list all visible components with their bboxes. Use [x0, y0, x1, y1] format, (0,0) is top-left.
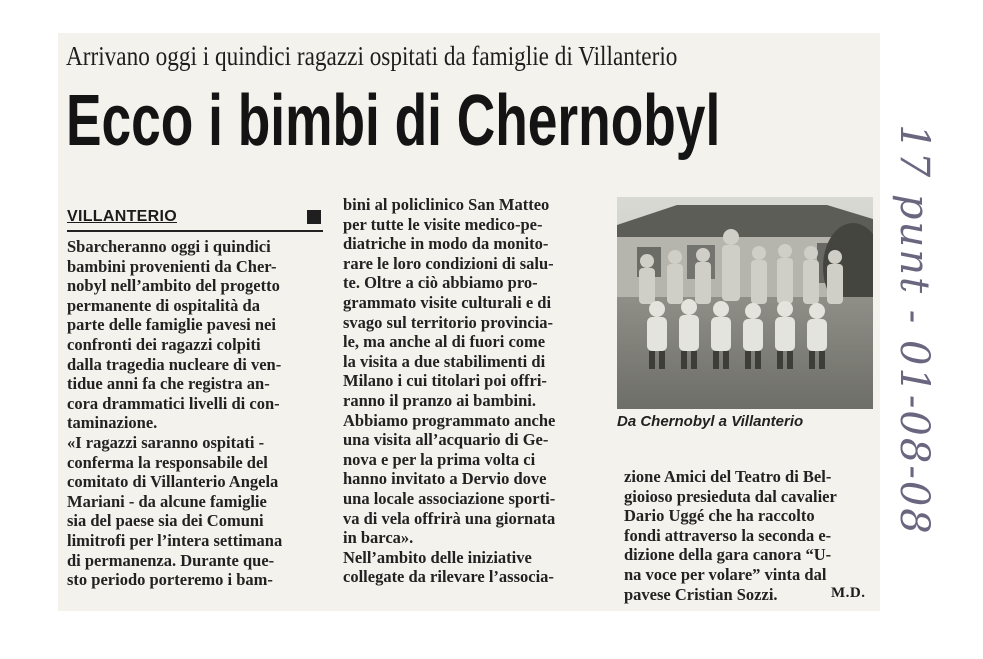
text-line: cora drammatici livelli di con- — [67, 393, 280, 413]
text-line: tidue anni fa che registra an- — [67, 374, 270, 394]
article-kicker: Arrivano oggi i quindici ragazzi ospitati da famiglie di Villanterio — [66, 41, 678, 71]
text-line: nova e per la prima volta ci — [343, 449, 536, 469]
text-line: zione Amici del Teatro di Bel- — [624, 467, 832, 486]
text-line: in barca». — [343, 528, 414, 548]
article-column-1 — [67, 237, 325, 590]
group-photo — [617, 197, 873, 409]
text-line: permanente di ospitalità da — [67, 295, 260, 315]
text-line: pavese Cristian Sozzi. — [624, 584, 778, 604]
text-line: dizione della gara canora “U- — [624, 545, 832, 565]
text-line: na voce per volare” vinta dal — [624, 564, 827, 584]
text-line: fondi attraverso la seconda e- — [624, 525, 832, 545]
article-column-2 — [343, 195, 605, 587]
text-line: Mariani - da alcune famiglie — [67, 491, 267, 511]
author-signature: M.D. — [831, 585, 866, 601]
text-line: grammato visite culturali e di — [343, 292, 552, 312]
text-line: comitato di Villanterio Angela — [67, 472, 279, 492]
section-header — [67, 206, 323, 232]
text-line: confronti dei ragazzi colpiti — [67, 334, 261, 354]
text-line: diatriche in modo da monito- — [343, 234, 549, 254]
newspaper-clipping — [58, 33, 880, 611]
group-photo-image — [617, 197, 873, 409]
text-line: sto periodo porteremo i bam- — [67, 570, 273, 590]
text-line: rare le loro condizioni di salu- — [343, 253, 554, 273]
handwritten-date-note: 17 punt - 01-08-08 — [891, 124, 937, 536]
article-headline: Ecco i bimbi di Chernobyl — [66, 81, 721, 161]
text-line: una locale associazione sporti- — [343, 488, 556, 508]
text-line: va di vela offrirà una giornata — [343, 508, 556, 528]
text-line: per tutte le visite medico-pe- — [343, 214, 543, 234]
article-column-3 — [624, 467, 874, 604]
text-line: dalla tragedia nucleare di ven- — [67, 354, 282, 374]
text-line: Abbiamo programmato anche — [343, 410, 556, 430]
text-line: bambini provenienti da Cher- — [67, 256, 277, 276]
text-line: nobyl nell’ambito del progetto — [67, 276, 280, 296]
text-line: Milano i cui titolari poi offri- — [343, 371, 547, 391]
text-line: collegate da rilevare l’associa- — [343, 567, 554, 587]
text-line: Nell’ambito delle iniziative — [343, 547, 532, 567]
text-line: ranno il pranzo ai bambini. — [343, 390, 536, 410]
text-line: bini al policlinico San Matteo — [343, 195, 550, 214]
section-square-icon — [307, 210, 321, 224]
text-line: taminazione. — [67, 413, 158, 433]
text-line: limitrofi per l’intera settimana — [67, 530, 283, 550]
section-label: VILLANTERIO — [67, 208, 177, 225]
text-line: conferma la responsabile del — [67, 452, 268, 472]
text-line: di permanenza. Durante que- — [67, 550, 275, 570]
text-line: hanno invitato a Dervio dove — [343, 469, 547, 489]
text-line: una visita all’acquario di Ge- — [343, 430, 549, 450]
text-line: sia del paese sia dei Comuni — [67, 511, 264, 531]
text-line: te. Oltre a ciò abbiamo pro- — [343, 273, 538, 293]
text-line: Sbarcheranno oggi i quindici — [67, 237, 271, 256]
text-line: Dario Uggé che ha raccolto — [624, 506, 815, 526]
text-line: «I ragazzi saranno ospitati - — [67, 432, 265, 452]
text-line: le, ma anche al di fuori come — [343, 332, 546, 352]
text-line: gioioso presieduta dal cavalier — [624, 486, 837, 506]
text-line: parte delle famiglie pavesi nei — [67, 315, 276, 335]
photo-caption: Da Chernobyl a Villanterio — [617, 413, 804, 430]
text-line: svago sul territorio provincia- — [343, 312, 554, 332]
text-line: la visita a due stabilimenti di — [343, 351, 546, 371]
